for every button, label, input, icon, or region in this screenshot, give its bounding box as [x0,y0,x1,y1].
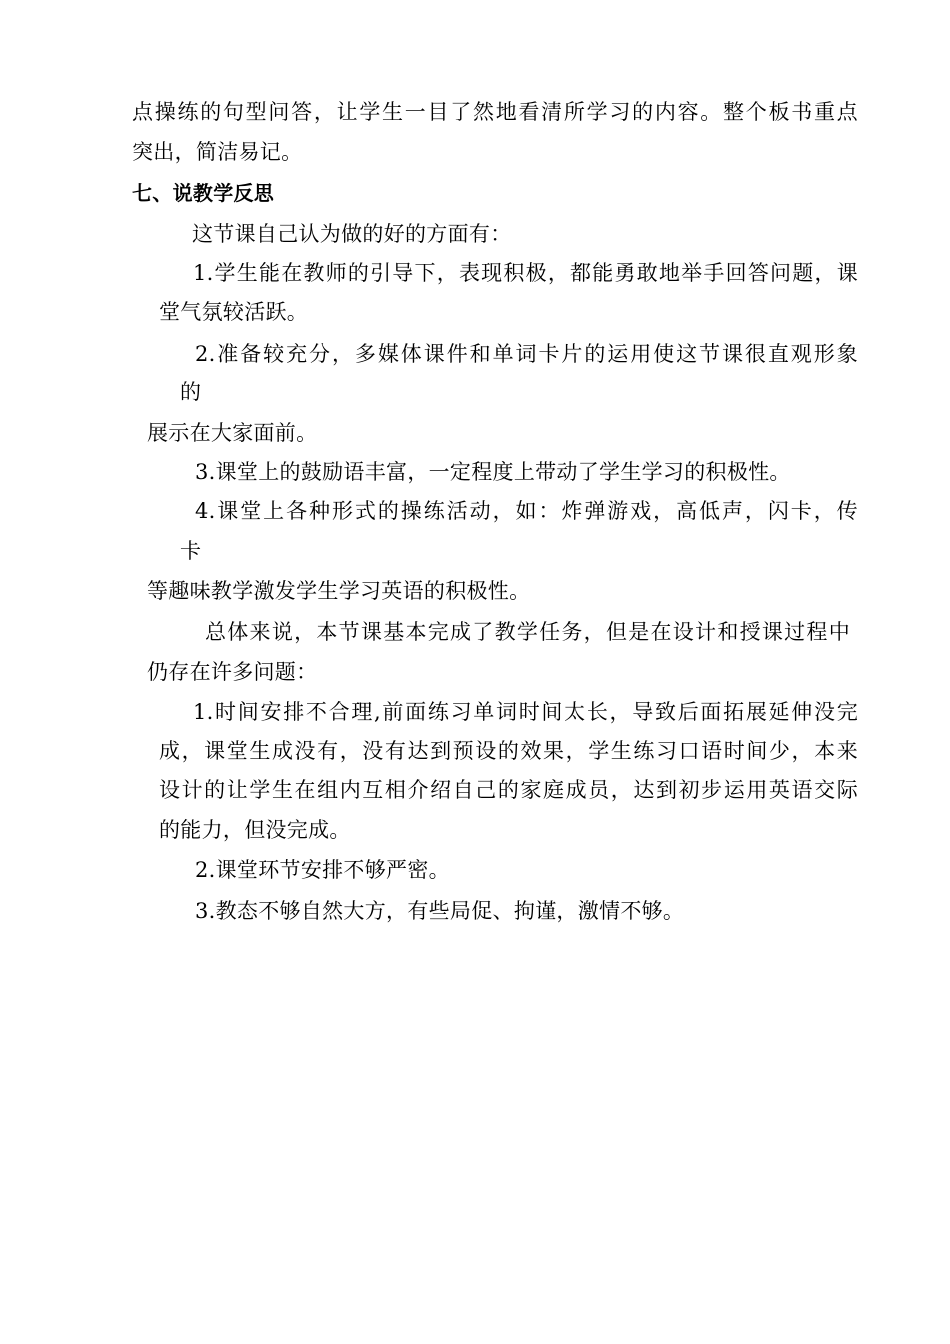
paragraph-line: 这节课自己认为做的好的方面有： [192,222,512,246]
paragraph-line: 点操练的句型问答，让学生一目了然地看清所学习的内容。整个板书重点 [132,100,858,124]
paragraph-line: 展示在大家面前。 [147,421,318,445]
list-item: 2.课堂环节安排不够严密。 [195,858,450,882]
list-item: 2.准备较充分，多媒体课件和单词卡片的运用使这节课很直观形象 [195,342,858,366]
list-item: 3.课堂上的鼓励语丰富，一定程度上带动了学生学习的积极性。 [195,460,791,484]
paragraph-line: 成，课堂生成没有，没有达到预设的效果，学生练习口语时间少，本来 [159,739,858,763]
paragraph-line: 卡 [180,539,202,563]
paragraph-line: 仍存在许多问题： [147,660,318,684]
paragraph-line: 的能力，但没完成。 [159,818,351,842]
paragraph-line: 突出，简洁易记。 [132,140,303,164]
list-item: 1.学生能在教师的引导下，表现积极，都能勇敢地举手回答问题，课 [193,261,858,285]
paragraph-line: 的 [180,380,202,404]
list-item: 3.教态不够自然大方，有些局促、拘谨，激情不够。 [195,899,685,923]
paragraph-line: 总体来说，本节课基本完成了教学任务，但是在设计和授课过程中 [205,620,850,644]
list-item: 4.课堂上各种形式的操练活动，如：炸弹游戏，高低声，闪卡，传 [195,499,858,523]
list-item: 1.时间安排不合理,前面练习单词时间太长，导致后面拓展延伸没完 [193,700,858,724]
paragraph-line: 设计的让学生在组内互相介绍自己的家庭成员，达到初步运用英语交际 [159,778,858,802]
paragraph-line: 等趣味教学激发学生学习英语的积极性。 [147,579,531,603]
paragraph-line: 堂气氛较活跃。 [159,300,309,324]
section-heading: 七、说教学反思 [132,181,275,205]
